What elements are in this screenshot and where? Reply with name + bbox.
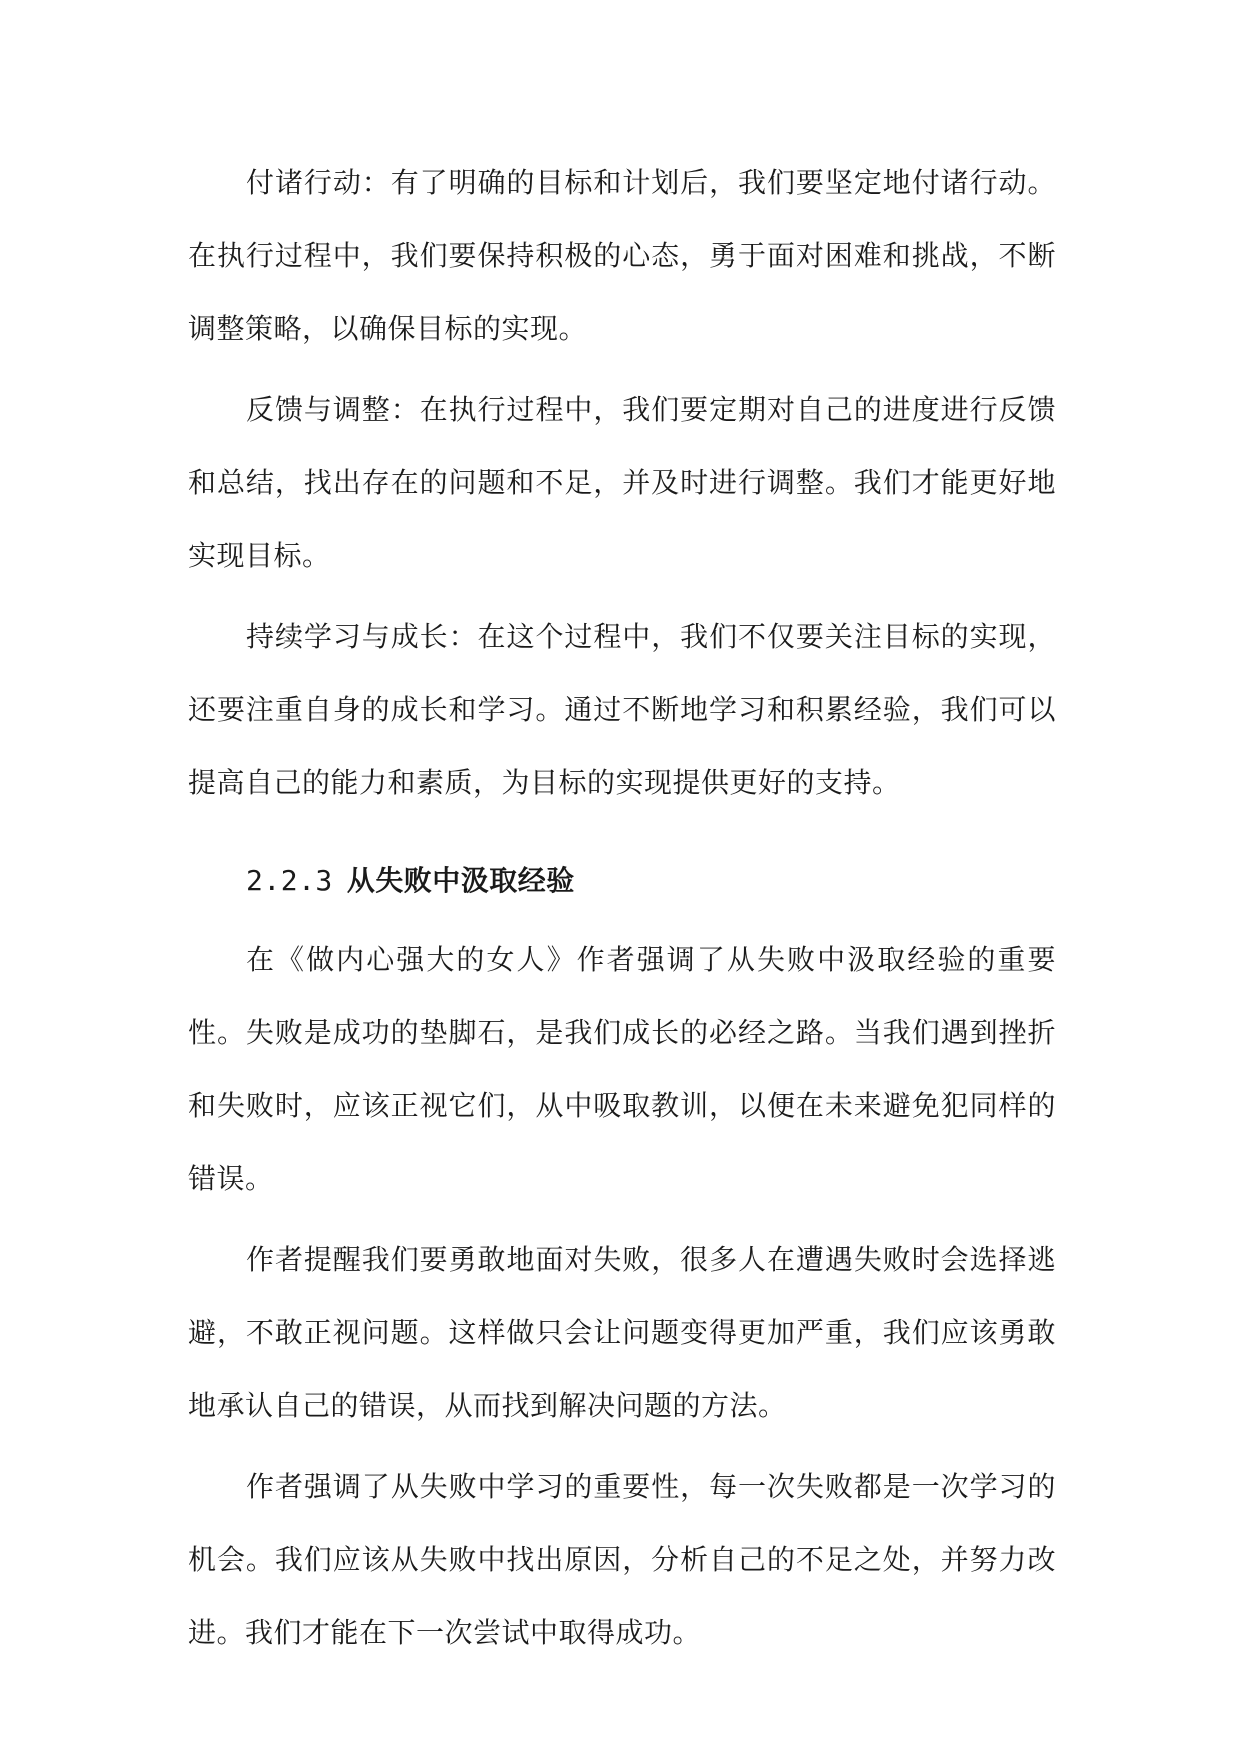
paragraph-continuous-learning: 持续学习与成长：在这个过程中，我们不仅要关注目标的实现，还要注重自身的成长和学习。通过不断地学习和积累经验，我们可以提高自己的能力和素质，为目标的实现提供更好的支持。 [188, 620, 1056, 799]
paragraph-learn-from-failure: 在《做内心强大的女人》作者强调了从失败中汲取经验的重要性。失败是成功的垫脚石，是我们成长的必经之路。当我们遇到挫折和失败时，应该正视它们，从中吸取教训，以便在未来避免犯同样的错误。 [188, 943, 1056, 1195]
paragraph-face-failure: 作者提醒我们要勇敢地面对失败，很多人在遭遇失败时会选择逃避，不敢正视问题。这样做只会让问题变得更加严重，我们应该勇敢地承认自己的错误，从而找到解决问题的方法。 [188, 1243, 1056, 1422]
paragraph-failure-as-lesson: 作者强调了从失败中学习的重要性，每一次失败都是一次学习的机会。我们应该从失败中找出原因，分析自己的不足之处，并努力改进。我们才能在下一次尝试中取得成功。 [188, 1470, 1056, 1649]
document-body [188, 146, 1056, 1677]
section-number: 2.2.3 [246, 864, 333, 897]
section-heading [188, 844, 1056, 917]
paragraph-take-action: 付诸行动：有了明确的目标和计划后，我们要坚定地付诸行动。在执行过程中，我们要保持积极的心态，勇于面对困难和挑战，不断调整策略，以确保目标的实现。 [188, 166, 1056, 345]
paragraph-feedback-adjust: 反馈与调整：在执行过程中，我们要定期对自己的进度进行反馈和总结，找出存在的问题和不足，并及时进行调整。我们才能更好地实现目标。 [188, 393, 1056, 572]
section-title: 从失败中汲取经验 [346, 864, 575, 897]
